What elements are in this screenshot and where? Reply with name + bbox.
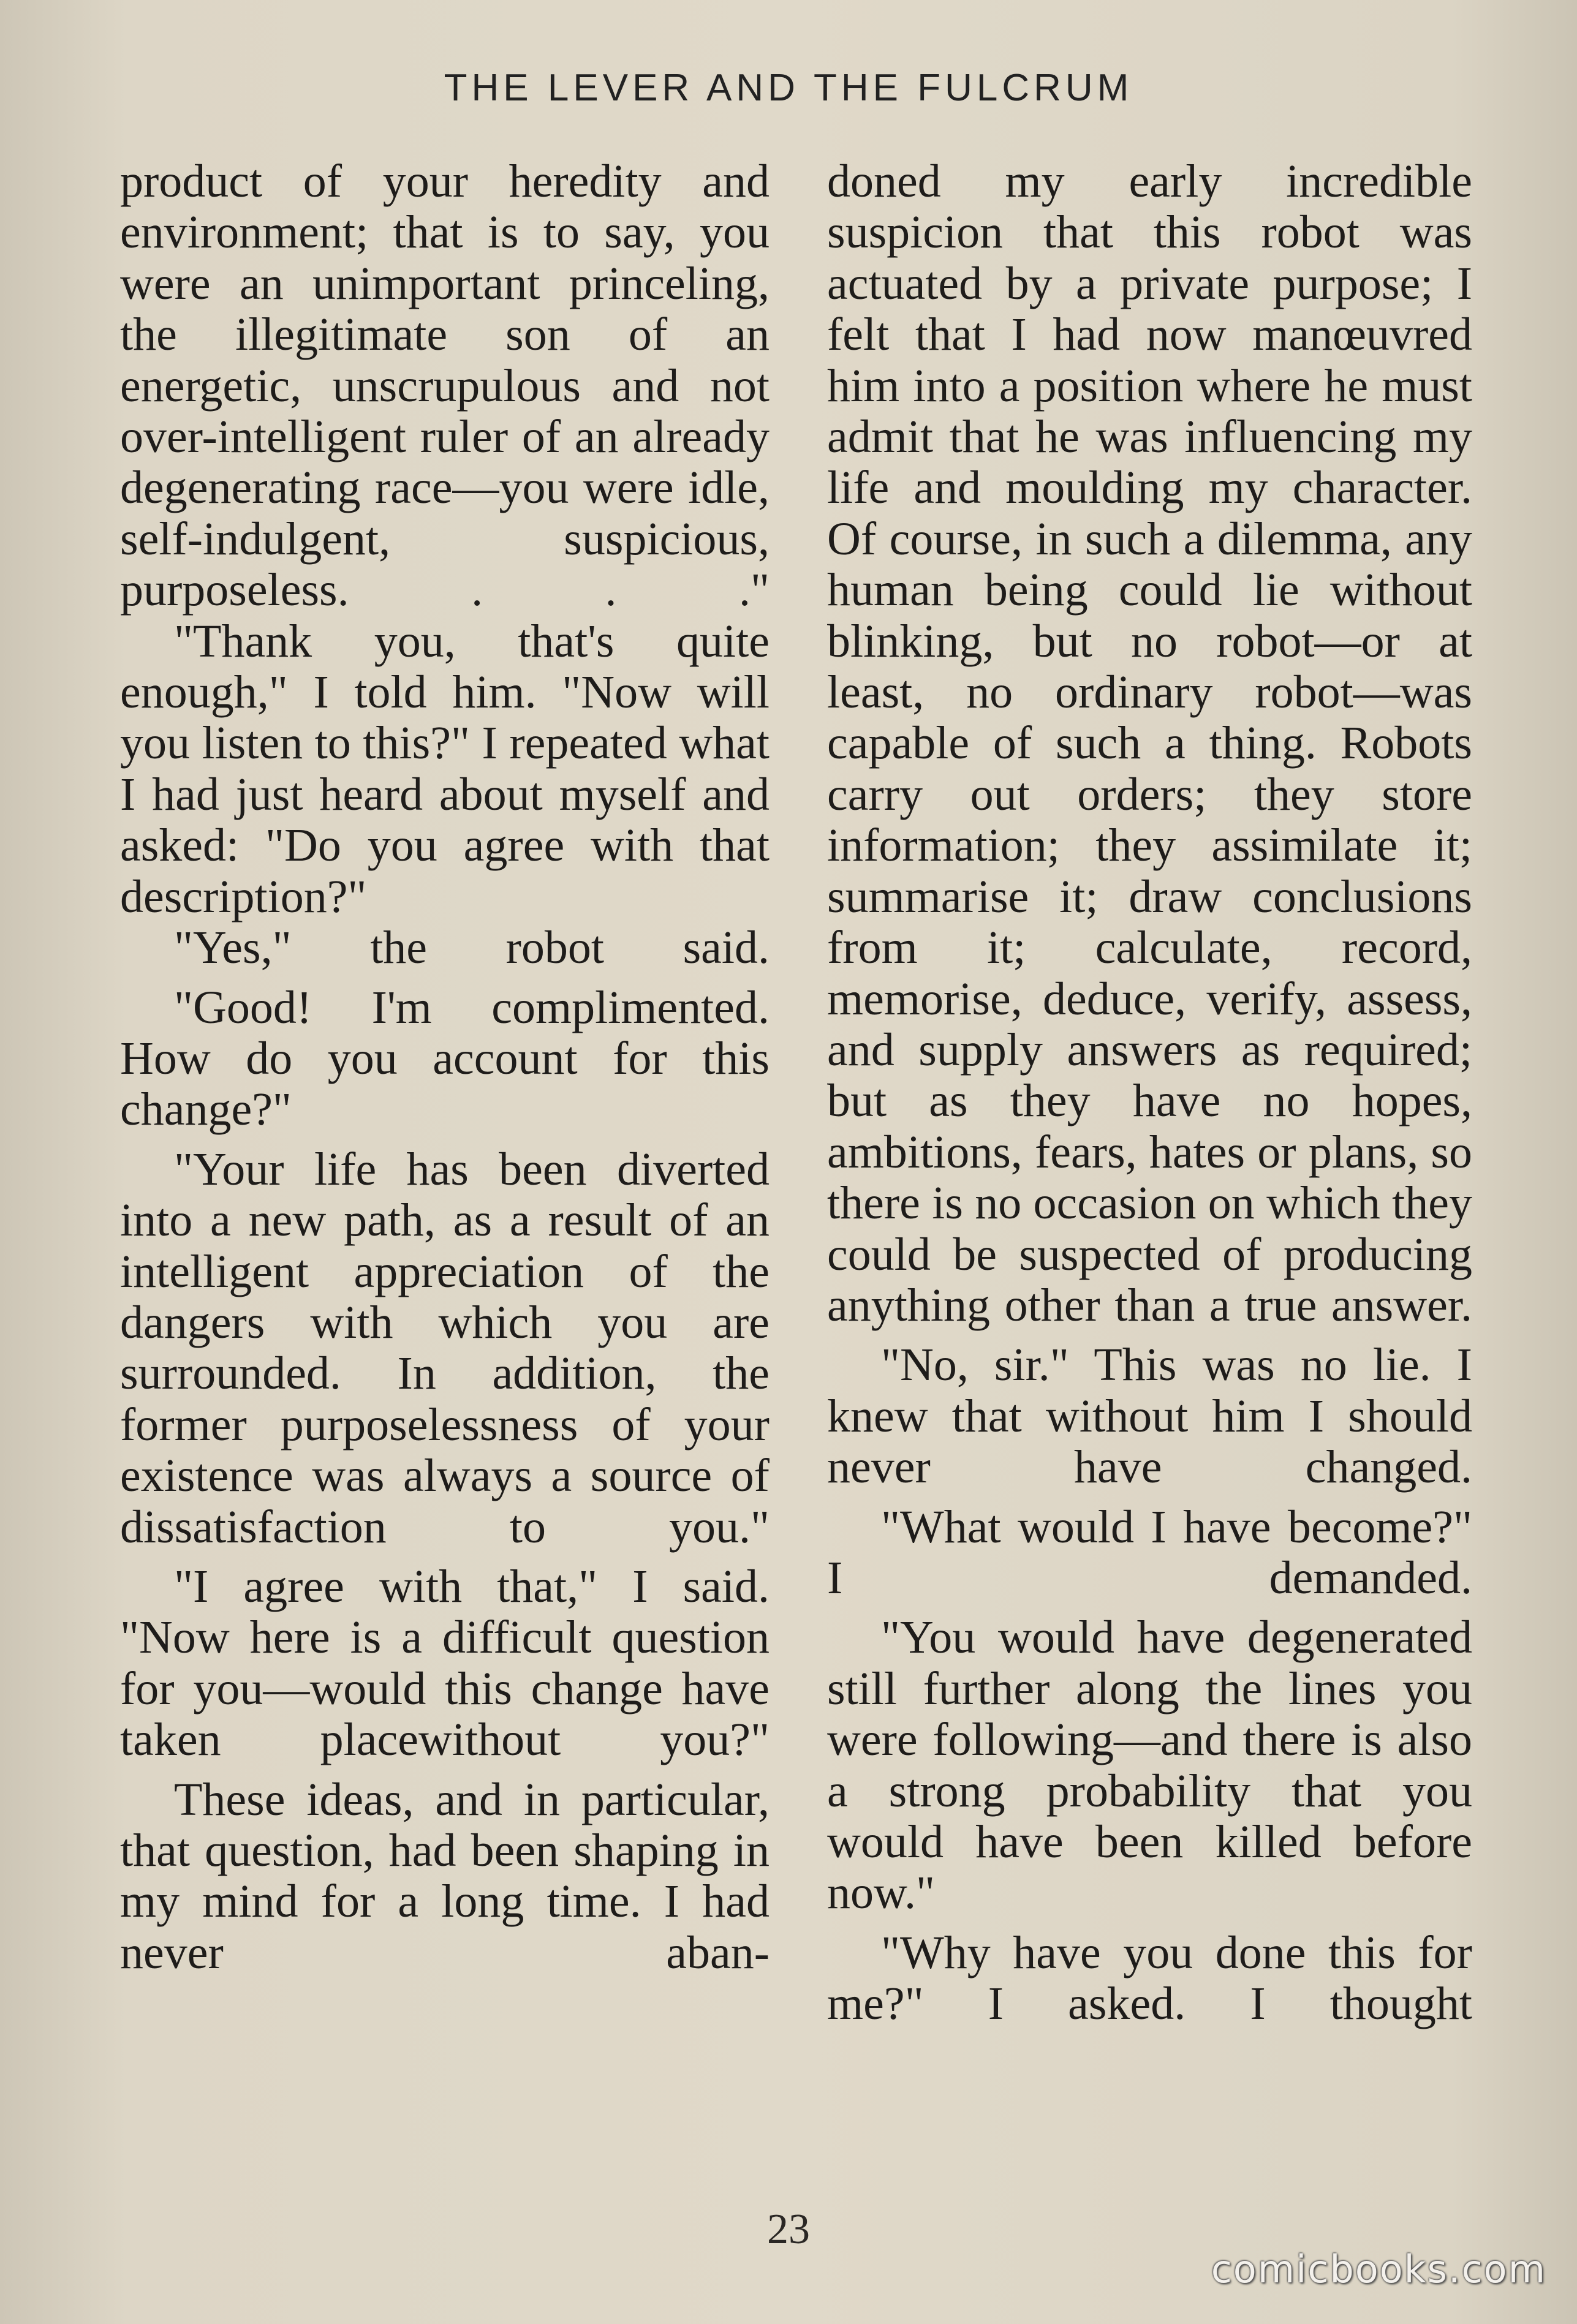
paragraph: "Your life has been diverted into a new path, as a result of an intelligent appreciation of the dangers with which you are surrounded. In addition, the former purposelessness of your existence was always a source of dissatisfaction to you." xyxy=(120,1143,770,1553)
paragraph: These ideas, and in particular, that question, had been shaping in my mind for a long time. I had never aban- xyxy=(120,1773,770,1979)
paragraph: "Thank you, that's quite enough," I told him. "Now will you listen to this?" I repeated what I had just heard about myself and asked: "Do you agree with that description?" xyxy=(120,615,770,922)
paragraph: "Why have you done this for me?" I asked. I thought xyxy=(827,1926,1472,2030)
paragraph: "Yes," the robot said. xyxy=(174,922,770,974)
watermark: comicbooks.com xyxy=(1211,2247,1546,2292)
running-head: THE LEVER AND THE FULCRUM xyxy=(444,67,1133,109)
paragraph: "You would have degenerated still further along the lines you were following—and there is also a strong probability that you would have been killed before now." xyxy=(827,1612,1472,1919)
right-text-column xyxy=(827,156,1472,2030)
paragraph: "What would I have become?" I demanded. xyxy=(827,1501,1472,1604)
left-text-column xyxy=(120,156,770,1979)
paragraph: "Good! I'm complimented. How do you account for this change?" xyxy=(120,981,770,1136)
paragraph: "I agree with that," I said. "Now here is a difficult question for you—would this change have taken placewithout you?" xyxy=(120,1560,770,1766)
paragraph: doned my early incredible suspicion that this robot was actuated by a private purpose; I felt that I had now manœuvred him into a position where he must admit that he was influencing my life and moulding my character. Of course, in such a dilemma, any human being could lie without blinking, but no robot—or at least, no ordinary robot—was capable of such a thing. Robots carry out orders; they store information; they assimilate it; summarise it; draw conclusions from it; calculate, record, memorise, deduce, verify, assess, and supply answers as required; but as they have no hopes, ambitions, fears, hates or plans, so there is no occasion on which they could be suspected of producing anything other than a true answer. xyxy=(827,156,1472,1331)
paragraph: "No, sir." This was no lie. I knew that without him I should never have changed. xyxy=(827,1339,1472,1493)
page-number: 23 xyxy=(767,2206,810,2253)
paragraph: product of your heredity and environment; that is to say, you were an unimportant princeling, the illegitimate son of an energetic, unscrupulous and not over-intelligent ruler of an already degenerating race—you were idle, self-indulgent, suspicious, purposeless. . . ." xyxy=(120,156,770,616)
